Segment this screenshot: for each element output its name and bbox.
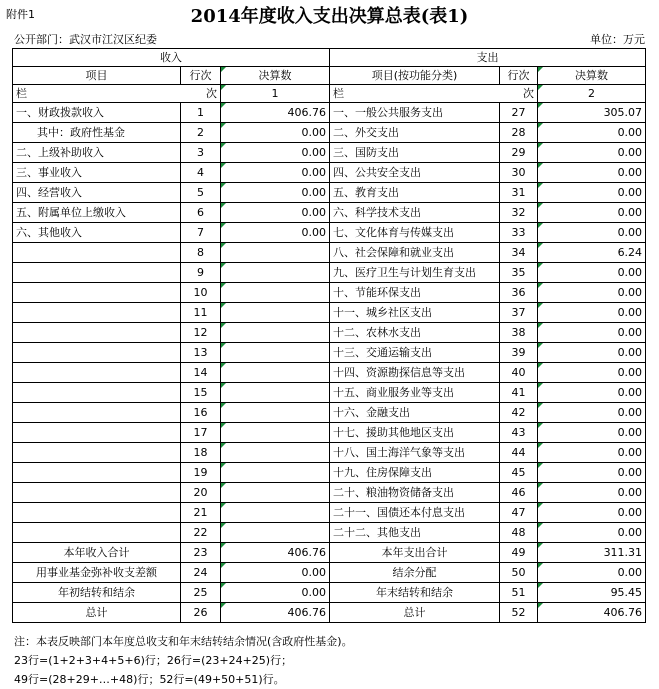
income-amount [221,243,330,263]
summary-expense-row-no: 49 [500,543,538,563]
summary-income-row-no: 26 [181,603,221,623]
table-row [13,263,646,283]
summary-income-item: 本年收入合计 [13,543,181,563]
unit-label: 单位：万元 [590,33,645,46]
summary-income-amount: 0.00 [221,563,330,583]
income-row-no: 14 [181,363,221,383]
summary-expense-row-no: 50 [500,563,538,583]
income-item [13,263,181,283]
income-amount [221,523,330,543]
expense-amount: 0.00 [538,483,646,503]
expense-row-no: 30 [500,163,538,183]
expense-amount: 0.00 [538,443,646,463]
summary-expense-amount: 311.31 [538,543,646,563]
table-row [13,283,646,303]
table-row [13,443,646,463]
expense-item: 十九、住房保障支出 [330,463,500,483]
income-row-no: 20 [181,483,221,503]
note-line-1: 注：本表反映部门本年度总收支和年末结转结余情况(含政府性基金)。 [14,635,353,648]
expense-amount: 0.00 [538,203,646,223]
income-amount [221,443,330,463]
expense-header: 支出 [330,49,646,67]
expense-amount: 0.00 [538,423,646,443]
income-item [13,423,181,443]
expense-item: 二十、粮油物资储备支出 [330,483,500,503]
summary-expense-amount: 0.00 [538,563,646,583]
income-row-no: 11 [181,303,221,323]
table-row [13,143,646,163]
expense-amount: 0.00 [538,463,646,483]
note-line-3: 49行=(28+29+…+48)行；52行=(49+50+51)行。 [14,673,285,686]
income-item [13,303,181,323]
expense-amount: 0.00 [538,503,646,523]
summary-row [13,583,646,603]
table-row [13,523,646,543]
expense-item: 六、科学技术支出 [330,203,500,223]
expense-amount: 0.00 [538,363,646,383]
expense-amount: 6.24 [538,243,646,263]
income-item: 三、事业收入 [13,163,181,183]
expense-row-no: 27 [500,103,538,123]
expense-item: 九、医疗卫生与计划生育支出 [330,263,500,283]
expense-amount: 0.00 [538,123,646,143]
income-amount: 0.00 [221,143,330,163]
income-amount: 0.00 [221,183,330,203]
col-amount-exp-header: 决算数 [538,67,646,85]
summary-row [13,603,646,623]
table-row [13,243,646,263]
income-row-no: 15 [181,383,221,403]
income-header: 收入 [13,49,330,67]
summary-income-row-no: 24 [181,563,221,583]
summary-expense-amount: 95.45 [538,583,646,603]
income-item: 六、其他收入 [13,223,181,243]
income-row-no: 4 [181,163,221,183]
income-amount [221,323,330,343]
income-amount [221,303,330,323]
expense-row-no: 39 [500,343,538,363]
col-row-header: 行次 [181,67,221,85]
table-row [13,183,646,203]
expense-item: 十四、资源勘探信息等支出 [330,363,500,383]
expense-item: 八、社会保障和就业支出 [330,243,500,263]
expense-row-no: 44 [500,443,538,463]
budget-table [12,48,646,623]
income-row-no: 16 [181,403,221,423]
expense-amount: 0.00 [538,323,646,343]
expense-item: 十二、农林水支出 [330,323,500,343]
income-item [13,243,181,263]
income-item [13,283,181,303]
summary-row [13,563,646,583]
col-item-exp-header: 项目(按功能分类) [330,67,500,85]
income-amount: 0.00 [221,163,330,183]
expense-item: 十七、援助其他地区支出 [330,423,500,443]
expense-row-no: 43 [500,423,538,443]
income-item [13,383,181,403]
income-item [13,443,181,463]
income-item: 五、附属单位上缴收入 [13,203,181,223]
income-amount [221,263,330,283]
expense-item: 五、教育支出 [330,183,500,203]
expense-item: 七、文化体育与传媒支出 [330,223,500,243]
expense-amount: 0.00 [538,263,646,283]
income-amount [221,463,330,483]
expense-item: 三、国防支出 [330,143,500,163]
expense-row-no: 48 [500,523,538,543]
summary-expense-item: 年末结转和结余 [330,583,500,603]
expense-row-no: 42 [500,403,538,423]
expense-item: 十六、金融支出 [330,403,500,423]
income-amount [221,283,330,303]
expense-amount: 0.00 [538,383,646,403]
income-row-no: 9 [181,263,221,283]
expense-amount: 0.00 [538,143,646,163]
expense-item: 十五、商业服务业等支出 [330,383,500,403]
expense-item: 十一、城乡社区支出 [330,303,500,323]
table-row [13,223,646,243]
expense-amount: 0.00 [538,183,646,203]
income-item: 一、财政拨款收入 [13,103,181,123]
expense-amount: 305.07 [538,103,646,123]
table-row [13,343,646,363]
expense-amount: 0.00 [538,403,646,423]
income-amount [221,483,330,503]
income-row-no: 12 [181,323,221,343]
income-item [13,503,181,523]
expense-item: 十八、国土海洋气象等支出 [330,443,500,463]
expense-amount: 0.00 [538,223,646,243]
table-row [13,483,646,503]
summary-income-item: 用事业基金弥补收支差额 [13,563,181,583]
income-row-no: 18 [181,443,221,463]
expense-item: 四、公共安全支出 [330,163,500,183]
income-row-no: 10 [181,283,221,303]
expense-item: 一、一般公共服务支出 [330,103,500,123]
expense-row-no: 46 [500,483,538,503]
expense-row-no: 45 [500,463,538,483]
note-line-2: 23行=(1+2+3+4+5+6)行；26行=(23+24+25)行； [14,654,293,667]
footnotes [14,632,353,689]
department-label: 公开部门：武汉市江汉区纪委 [14,33,157,46]
page-title: 2014年度收入支出决算总表(表1) [190,6,469,27]
lanci-right: 栏 次 [330,85,538,103]
summary-expense-item: 本年支出合计 [330,543,500,563]
income-row-no: 6 [181,203,221,223]
column-header-row [13,67,646,85]
income-item [13,463,181,483]
table-row [13,303,646,323]
expense-row-no: 38 [500,323,538,343]
table-row [13,163,646,183]
income-row-no: 22 [181,523,221,543]
income-amount: 0.00 [221,123,330,143]
income-row-no: 13 [181,343,221,363]
income-item [13,363,181,383]
col-item-header: 项目 [13,67,181,85]
income-row-no: 8 [181,243,221,263]
expense-row-no: 33 [500,223,538,243]
table-row [13,383,646,403]
summary-expense-row-no: 52 [500,603,538,623]
expense-amount: 0.00 [538,163,646,183]
income-item [13,483,181,503]
expense-amount: 0.00 [538,303,646,323]
expense-row-no: 41 [500,383,538,403]
table-row [13,503,646,523]
income-row-no: 17 [181,423,221,443]
income-amount: 0.00 [221,203,330,223]
section-header-row [13,49,646,67]
summary-income-amount: 406.76 [221,543,330,563]
summary-income-amount: 0.00 [221,583,330,603]
lanci-left: 栏 次 [13,85,221,103]
expense-amount: 0.00 [538,523,646,543]
income-item: 其中：政府性基金 [13,123,181,143]
income-row-no: 3 [181,143,221,163]
table-row [13,423,646,443]
table-row [13,103,646,123]
summary-row [13,543,646,563]
expense-row-no: 35 [500,263,538,283]
summary-expense-row-no: 51 [500,583,538,603]
income-amount [221,383,330,403]
table-row [13,363,646,383]
income-row-no: 21 [181,503,221,523]
lanci-left-number: 1 [221,85,330,103]
income-amount: 406.76 [221,103,330,123]
income-amount [221,423,330,443]
expense-item: 十、节能环保支出 [330,283,500,303]
expense-amount: 0.00 [538,283,646,303]
expense-item: 十三、交通运输支出 [330,343,500,363]
expense-row-no: 36 [500,283,538,303]
summary-expense-amount: 406.76 [538,603,646,623]
income-row-no: 5 [181,183,221,203]
income-item [13,523,181,543]
expense-row-no: 31 [500,183,538,203]
income-amount: 0.00 [221,223,330,243]
table-row [13,123,646,143]
summary-income-item: 总计 [13,603,181,623]
expense-item: 二、外交支出 [330,123,500,143]
expense-row-no: 47 [500,503,538,523]
table-row [13,203,646,223]
lanci-right-number: 2 [538,85,646,103]
income-item [13,323,181,343]
lanci-row [13,85,646,103]
income-row-no: 2 [181,123,221,143]
expense-amount: 0.00 [538,343,646,363]
expense-row-no: 40 [500,363,538,383]
income-amount [221,343,330,363]
summary-income-amount: 406.76 [221,603,330,623]
summary-income-row-no: 25 [181,583,221,603]
income-row-no: 7 [181,223,221,243]
expense-row-no: 29 [500,143,538,163]
income-item: 四、经营收入 [13,183,181,203]
income-amount [221,363,330,383]
summary-expense-item: 结余分配 [330,563,500,583]
col-amount-header: 决算数 [221,67,330,85]
income-item [13,343,181,363]
income-row-no: 1 [181,103,221,123]
expense-row-no: 34 [500,243,538,263]
summary-income-item: 年初结转和结余 [13,583,181,603]
table-row [13,323,646,343]
income-item: 二、上级补助收入 [13,143,181,163]
expense-row-no: 32 [500,203,538,223]
col-row-exp-header: 行次 [500,67,538,85]
expense-row-no: 28 [500,123,538,143]
income-amount [221,503,330,523]
income-row-no: 19 [181,463,221,483]
summary-expense-item: 总计 [330,603,500,623]
expense-row-no: 37 [500,303,538,323]
table-row [13,463,646,483]
summary-income-row-no: 23 [181,543,221,563]
expense-item: 二十二、其他支出 [330,523,500,543]
expense-item: 二十一、国债还本付息支出 [330,503,500,523]
income-item [13,403,181,423]
income-amount [221,403,330,423]
annex-label: 附件1 [6,8,35,21]
table-row [13,403,646,423]
